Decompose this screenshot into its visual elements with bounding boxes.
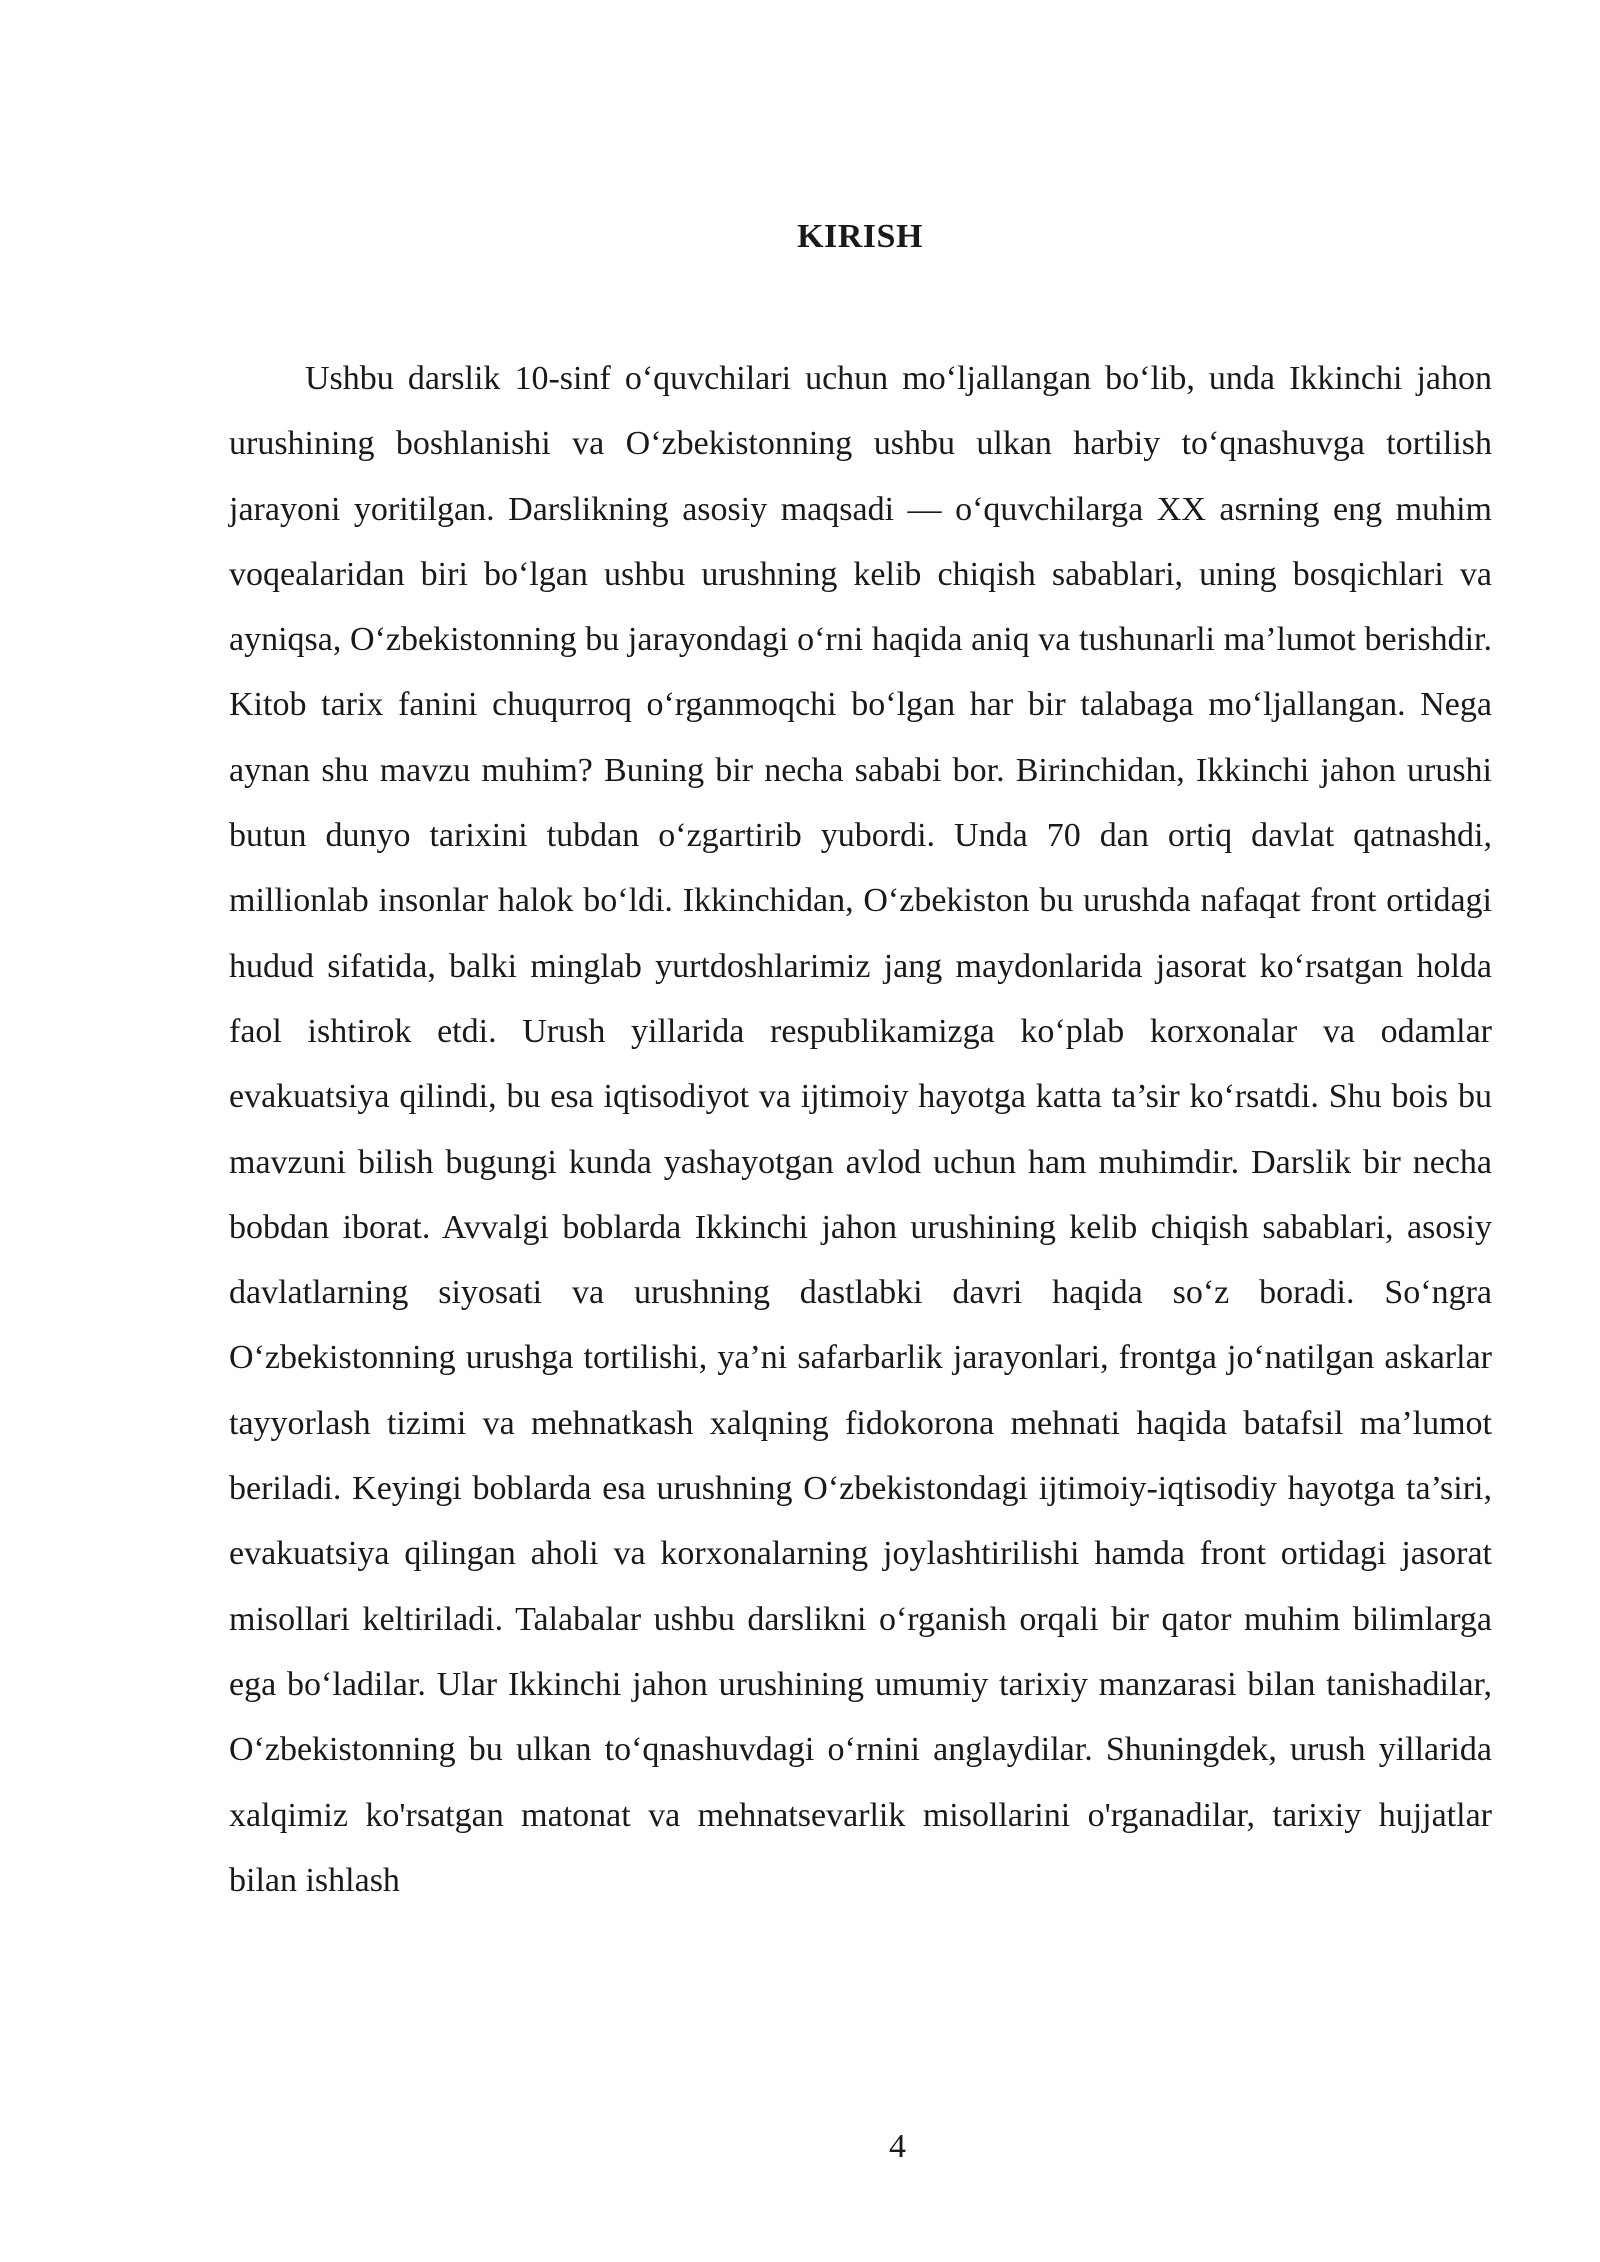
page-number: 4 [889,2128,906,2165]
body-paragraph: Ushbu darslik 10-sinf o‘quvchilari uchun mo‘ljallangan bo‘lib, unda Ikkinchi jahon urushining boshlanishi va O‘zbekistonning ushbu ulkan harbiy to‘qnashuvga tortilish jarayoni yoritilgan. Darslikning asosiy maqsadi — o‘quvchilarga XX asrning eng muhim voqealaridan biri bo‘lgan ushbu urushning kelib chiqish sabablari, uning bosqichlari va ayniqsa, O‘zbekistonning bu jarayondagi o‘rni haqida aniq va tushunarli ma’lumot berishdir. Kitob tarix fanini chuqurroq o‘rganmoqchi bo‘lgan har bir talabaga mo‘ljallangan. Nega aynan shu mavzu muhim? Buning bir necha sababi bor. Birinchidan, Ikkinchi jahon urushi butun dunyo tarixini tubdan o‘zgartirib yubordi. Unda 70 dan ortiq davlat qatnashdi, millionlab insonlar halok bo‘ldi. Ikkinchidan, O‘zbekiston bu urushda nafaqat front ortidagi hudud sifatida, balki minglab yurtdoshlarimiz jang maydonlarida jasorat ko‘rsatgan holda faol ishtirok etdi. Urush yillarida respublikamizga ko‘plab korxonalar va odamlar evakuatsiya qilindi, bu esa iqtisodiyot va ijtimoiy hayotga katta ta’sir ko‘rsatdi. Shu bois bu mavzuni bilish bugungi kunda yashayotgan avlod uchun ham muhimdir. Darslik bir necha bobdan iborat. Avvalgi boblarda Ikkinchi jahon urushining kelib chiqish sabablari, asosiy davlatlarning siyosati va urushning dastlabki davri haqida so‘z boradi. So‘ngra O‘zbekistonning urushga tortilishi, ya’ni safarbarlik jarayonlari, frontga jo‘natilgan askarlar tayyorlash tizimi va mehnatkash xalqning fidokorona mehnati haqida batafsil ma’lumot beriladi. Keyingi boblarda esa urushning O‘zbekistondagi ijtimoiy-iqtisodiy hayotga ta’siri, evakuatsiya qilingan aholi va korxonalarning joylashtirilishi hamda front ortidagi jasorat misollari keltiriladi. Talabalar ushbu darslikni o‘rganish orqali bir qator muhim bilimlarga ega bo‘ladilar. Ular Ikkinchi jahon urushining umumiy tarixiy manzarasi bilan tanishadilar, O‘zbekistonning bu ulkan to‘qnashuvdagi o‘rnini anglaydilar. Shuningdek, urush yillarida xalqimiz ko'rsatgan matonat va mehnatsevarlik misollarini o'rganadilar, tarixiy hujjatlar bilan ishlash [229,360,1492,1899]
page-title: KIRISH [797,218,923,255]
